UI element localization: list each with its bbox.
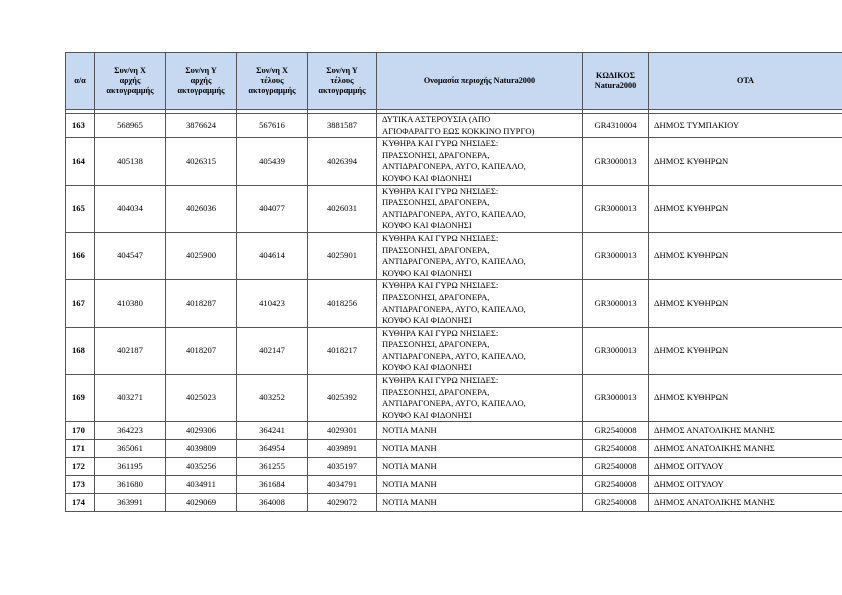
natura-code-cell: GR3000013 [583, 138, 649, 185]
x-start-cell: 410380 [95, 280, 166, 327]
header-x-start: Συν/νη Χ αρχής ακτογραμμής [95, 53, 166, 110]
x-start-cell: 402187 [95, 327, 166, 374]
area-name-text: ΝΟΤΙΑ ΜΑΝΗ [382, 443, 437, 454]
natura-code-cell: GR4310004 [583, 114, 649, 138]
header-y-start: Συν/νη Υ αρχής ακτογραμμής [166, 53, 237, 110]
natura-code-cell: GR2540008 [583, 476, 649, 494]
table-row [66, 280, 842, 327]
area-name-cell [377, 114, 583, 138]
y-start-cell: 4025900 [166, 232, 237, 279]
x-end-cell: 361255 [237, 458, 308, 476]
table-row [66, 458, 842, 476]
area-name-text: ΚΥΘΗΡΑ ΚΑΙ ΓΥΡΩ ΝΗΣΙΔΕΣ: ΠΡΑΣΣΟΝΗΣΙ, ΔΡΑΓΟΝΕΡΑ, ΑΝΤΙΔΡΑΓΟΝΕΡΑ, ΑΥΓΟ, ΚΑΠΕΛΛΟ, ΚΟΥΦΟ ΚΑΙ ΦΙΔΟΝΗΣΙ [382, 375, 526, 420]
row-number: 174 [66, 494, 95, 512]
y-start-cell: 4018287 [166, 280, 237, 327]
y-start-cell: 4034911 [166, 476, 237, 494]
table-body [66, 110, 842, 512]
y-end-cell: 4026031 [308, 185, 377, 232]
row-number: 170 [66, 422, 95, 440]
ota-cell: ΔΗΜΟΣ ΑΝΑΤΟΛΙΚΗΣ ΜΑΝΗΣ [649, 422, 842, 440]
ota-cell: ΔΗΜΟΣ ΚΥΘΗΡΩΝ [649, 327, 842, 374]
ota-cell: ΔΗΜΟΣ ΟΙΤΥΛΟΥ [649, 458, 842, 476]
ota-cell: ΔΗΜΟΣ ΚΥΘΗΡΩΝ [649, 232, 842, 279]
x-start-cell: 404034 [95, 185, 166, 232]
x-end-cell: 405439 [237, 138, 308, 185]
header-x-end: Συν/νη Χ τέλους ακτογραμμής [237, 53, 308, 110]
area-name-cell [377, 458, 583, 476]
ota-cell: ΔΗΜΟΣ ΚΥΘΗΡΩΝ [649, 138, 842, 185]
area-name-text: ΝΟΤΙΑ ΜΑΝΗ [382, 479, 437, 490]
ota-cell: ΔΗΜΟΣ ΟΙΤΥΛΟΥ [649, 476, 842, 494]
natura-code-cell: GR3000013 [583, 185, 649, 232]
x-start-cell: 568965 [95, 114, 166, 138]
table-row [66, 327, 842, 374]
area-name-text: ΚΥΘΗΡΑ ΚΑΙ ΓΥΡΩ ΝΗΣΙΔΕΣ: ΠΡΑΣΣΟΝΗΣΙ, ΔΡΑΓΟΝΕΡΑ, ΑΝΤΙΔΡΑΓΟΝΕΡΑ, ΑΥΓΟ, ΚΑΠΕΛΛΟ, ΚΟΥΦΟ ΚΑΙ ΦΙΔΟΝΗΣΙ [382, 327, 526, 373]
header-y-end: Συν/νη Υ τέλους ακτογραμμής [308, 53, 377, 110]
area-name-text: ΚΥΘΗΡΑ ΚΑΙ ΓΥΡΩ ΝΗΣΙΔΕΣ: ΠΡΑΣΣΟΝΗΣΙ, ΔΡΑΓΟΝΕΡΑ, ΑΝΤΙΔΡΑΓΟΝΕΡΑ, ΑΥΓΟ, ΚΑΠΕΛΛΟ, ΚΟΥΦΟ ΚΑΙ ΦΙΔΟΝΗΣΙ [382, 232, 526, 278]
y-start-cell: 4018207 [166, 327, 237, 374]
natura-code-cell: GR2540008 [583, 494, 649, 512]
y-end-cell: 4025392 [308, 375, 377, 422]
area-name-cell [377, 422, 583, 440]
y-end-cell: 4039891 [308, 440, 377, 458]
area-name-text: ΝΟΤΙΑ ΜΑΝΗ [382, 461, 437, 472]
natura-code-cell: GR2540008 [583, 458, 649, 476]
area-name-text: ΚΥΘΗΡΑ ΚΑΙ ΓΥΡΩ ΝΗΣΙΔΕΣ: ΠΡΑΣΣΟΝΗΣΙ, ΔΡΑΓΟΝΕΡΑ, ΑΝΤΙΔΡΑΓΟΝΕΡΑ, ΑΥΓΟ, ΚΑΠΕΛΛΟ, ΚΟΥΦΟ ΚΑΙ ΦΙΔΟΝΗΣΙ [382, 138, 526, 183]
y-end-cell: 4025901 [308, 232, 377, 279]
area-name-cell [377, 440, 583, 458]
area-name-text: ΚΥΘΗΡΑ ΚΑΙ ΓΥΡΩ ΝΗΣΙΔΕΣ: ΠΡΑΣΣΟΝΗΣΙ, ΔΡΑΓΟΝΕΡΑ, ΑΝΤΙΔΡΑΓΟΝΕΡΑ, ΑΥΓΟ, ΚΑΠΕΛΛΟ, ΚΟΥΦΟ ΚΑΙ ΦΙΔΟΝΗΣΙ [382, 280, 526, 326]
area-name-text: ΔΥΤΙΚΑ ΑΣΤΕΡΟΥΣΙΑ (ΑΠΟ ΑΓΙΟΦΑΡΑΓΓΟ ΕΩΣ ΚΟΚΚΙΝΟ ΠΥΡΓΟ) [382, 114, 535, 136]
row-number: 171 [66, 440, 95, 458]
natura-code-cell: GR3000013 [583, 327, 649, 374]
row-number: 172 [66, 458, 95, 476]
x-end-cell: 410423 [237, 280, 308, 327]
y-end-cell: 4034791 [308, 476, 377, 494]
y-start-cell: 4025023 [166, 375, 237, 422]
row-number: 167 [66, 280, 95, 327]
natura-code-cell: GR3000013 [583, 280, 649, 327]
row-number: 168 [66, 327, 95, 374]
area-name-cell [377, 185, 583, 232]
table-row [66, 375, 842, 422]
row-number: 166 [66, 232, 95, 279]
area-name-text: ΝΟΤΙΑ ΜΑΝΗ [382, 425, 437, 436]
table-row [66, 422, 842, 440]
ota-cell: ΔΗΜΟΣ ΚΥΘΗΡΩΝ [649, 280, 842, 327]
area-name-text: ΝΟΤΙΑ ΜΑΝΗ [382, 497, 437, 508]
area-name-cell [377, 494, 583, 512]
coastline-table [65, 52, 842, 512]
x-end-cell: 364241 [237, 422, 308, 440]
natura-code-cell: GR2540008 [583, 440, 649, 458]
area-name-cell [377, 232, 583, 279]
natura-code-cell: GR3000013 [583, 232, 649, 279]
area-name-cell [377, 476, 583, 494]
ota-cell: ΔΗΜΟΣ ΚΥΘΗΡΩΝ [649, 375, 842, 422]
table-row [66, 494, 842, 512]
table-row [66, 185, 842, 232]
ota-cell: ΔΗΜΟΣ ΑΝΑΤΟΛΙΚΗΣ ΜΑΝΗΣ [649, 440, 842, 458]
y-end-cell: 4018217 [308, 327, 377, 374]
y-end-cell: 3881587 [308, 114, 377, 138]
ota-cell: ΔΗΜΟΣ ΑΝΑΤΟΛΙΚΗΣ ΜΑΝΗΣ [649, 494, 842, 512]
ota-cell: ΔΗΜΟΣ ΤΥΜΠΑΚΙΟΥ [649, 114, 842, 138]
table-row [66, 440, 842, 458]
x-end-cell: 361684 [237, 476, 308, 494]
y-start-cell: 4039809 [166, 440, 237, 458]
table-row [66, 232, 842, 279]
x-start-cell: 403271 [95, 375, 166, 422]
row-number: 169 [66, 375, 95, 422]
x-start-cell: 404547 [95, 232, 166, 279]
x-end-cell: 403252 [237, 375, 308, 422]
x-start-cell: 363991 [95, 494, 166, 512]
header-ota: ΟΤΑ [649, 53, 842, 110]
x-end-cell: 404614 [237, 232, 308, 279]
header-aa: α/α [66, 53, 95, 110]
x-end-cell: 567616 [237, 114, 308, 138]
area-name-cell [377, 327, 583, 374]
area-name-cell [377, 138, 583, 185]
y-end-cell: 4035197 [308, 458, 377, 476]
ota-cell: ΔΗΜΟΣ ΚΥΘΗΡΩΝ [649, 185, 842, 232]
row-number: 163 [66, 114, 95, 138]
area-name-text: ΚΥΘΗΡΑ ΚΑΙ ΓΥΡΩ ΝΗΣΙΔΕΣ: ΠΡΑΣΣΟΝΗΣΙ, ΔΡΑΓΟΝΕΡΑ, ΑΝΤΙΔΡΑΓΟΝΕΡΑ, ΑΥΓΟ, ΚΑΠΕΛΛΟ, ΚΟΥΦΟ ΚΑΙ ΦΙΔΟΝΗΣΙ [382, 185, 526, 231]
row-number: 165 [66, 185, 95, 232]
y-end-cell: 4018256 [308, 280, 377, 327]
y-start-cell: 3876624 [166, 114, 237, 138]
x-start-cell: 361680 [95, 476, 166, 494]
y-start-cell: 4029306 [166, 422, 237, 440]
x-end-cell: 364008 [237, 494, 308, 512]
area-name-cell [377, 375, 583, 422]
header-code: ΚΩΔΙΚΟΣ Natura2000 [583, 53, 649, 110]
x-start-cell: 365061 [95, 440, 166, 458]
natura-code-cell: GR3000013 [583, 375, 649, 422]
x-end-cell: 402147 [237, 327, 308, 374]
y-start-cell: 4029069 [166, 494, 237, 512]
y-start-cell: 4026315 [166, 138, 237, 185]
x-start-cell: 361195 [95, 458, 166, 476]
x-end-cell: 404077 [237, 185, 308, 232]
y-end-cell: 4029301 [308, 422, 377, 440]
x-start-cell: 364223 [95, 422, 166, 440]
header-area-name: Ονομασία περιοχής Natura2000 [377, 53, 583, 110]
area-name-cell [377, 280, 583, 327]
x-start-cell: 405138 [95, 138, 166, 185]
x-end-cell: 364954 [237, 440, 308, 458]
y-start-cell: 4035256 [166, 458, 237, 476]
table-row [66, 138, 842, 185]
table-row [66, 114, 842, 138]
y-end-cell: 4029072 [308, 494, 377, 512]
table-header [66, 53, 842, 110]
row-number: 173 [66, 476, 95, 494]
row-number: 164 [66, 138, 95, 185]
natura-code-cell: GR2540008 [583, 422, 649, 440]
table-row [66, 476, 842, 494]
y-end-cell: 4026394 [308, 138, 377, 185]
y-start-cell: 4026036 [166, 185, 237, 232]
